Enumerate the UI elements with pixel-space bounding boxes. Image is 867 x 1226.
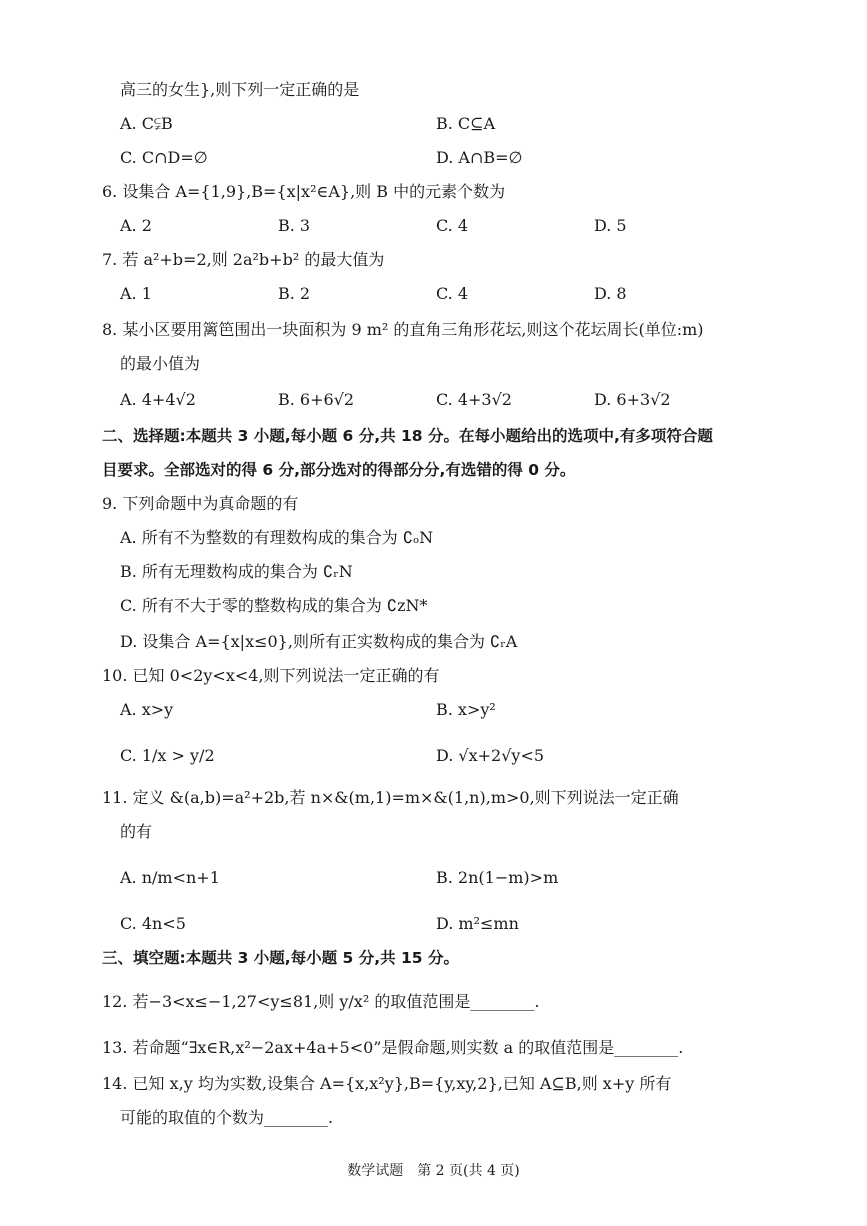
- text-line: D. m²≤mn: [436, 914, 519, 933]
- text-line: 二、选择题:本题共 3 小题,每小题 6 分,共 18 分。在每小题给出的选项中,有多项符合题: [102, 427, 713, 445]
- text-line: B. x>y²: [436, 700, 496, 719]
- text-line: A. C⫋B: [120, 114, 173, 133]
- text-line: A. 2: [120, 216, 152, 235]
- text-line: 9. 下列命题中为真命题的有: [102, 494, 299, 513]
- text-line: D. 设集合 A={x|x≤0},则所有正实数构成的集合为 ∁ᵣA: [120, 632, 518, 651]
- text-line: B. 2n(1−m)>m: [436, 868, 559, 887]
- text-line: 7. 若 a²+b=2,则 2a²b+b² 的最大值为: [102, 250, 385, 269]
- text-line: 12. 若−3<x≤−1,27<y≤81,则 y/x² 的取值范围是________.: [102, 992, 540, 1011]
- text-line: A. 所有不为整数的有理数构成的集合为 ∁ₒN: [120, 528, 434, 547]
- text-line: B. 2: [278, 284, 311, 303]
- text-line: C. C∩D=∅: [120, 148, 208, 167]
- text-line: A. x>y: [120, 700, 174, 719]
- text-line: 的有: [120, 822, 153, 841]
- text-line: C. 4: [436, 284, 469, 303]
- text-line: 14. 已知 x,y 均为实数,设集合 A={x,x²y},B={y,xy,2},已知 A⊆B,则 x+y 所有: [102, 1074, 672, 1093]
- text-line: C. 4n<5: [120, 914, 186, 933]
- text-line: A. 4+4√2: [120, 390, 196, 409]
- text-line: B. 所有无理数构成的集合为 ∁ᵣN: [120, 562, 353, 581]
- page-footer: 数学试题 第 2 页(共 4 页): [347, 1163, 520, 1179]
- text-line: B. 6+6√2: [278, 390, 355, 409]
- text-line: C. 所有不大于零的整数构成的集合为 ∁ᴢN*: [120, 596, 428, 615]
- text-line: 13. 若命题“∃x∈R,x²−2ax+4a+5<0”是假命题,则实数 a 的取值范围是________.: [102, 1038, 684, 1057]
- text-line: 目要求。全部选对的得 6 分,部分选对的得部分分,有选错的得 0 分。: [102, 461, 576, 479]
- text-line: B. C⊆A: [436, 114, 496, 133]
- text-line: D. √x+2√y<5: [436, 746, 545, 765]
- text-line: 8. 某小区要用篱笆围出一块面积为 9 m² 的直角三角形花坛,则这个花坛周长(单位:m): [102, 320, 704, 339]
- text-line: D. 8: [594, 284, 627, 303]
- text-line: D. A∩B=∅: [436, 148, 523, 167]
- text-line: 高三的女生},则下列一定正确的是: [120, 80, 360, 99]
- text-line: C. 4+3√2: [436, 390, 512, 409]
- text-line: A. n/m<n+1: [120, 868, 220, 887]
- text-line: 6. 设集合 A={1,9},B={x|x²∈A},则 B 中的元素个数为: [102, 182, 506, 201]
- text-line: 的最小值为: [120, 354, 201, 373]
- text-line: 11. 定义 &(a,b)=a²+2b,若 n×&(m,1)=m×&(1,n),m>0,则下列说法一定正确: [102, 788, 679, 807]
- text-line: C. 1/x > y/2: [120, 746, 215, 765]
- text-line: 10. 已知 0<2y<x<4,则下列说法一定正确的有: [102, 666, 440, 685]
- text-line: 可能的取值的个数为________.: [120, 1108, 334, 1127]
- text-line: 三、填空题:本题共 3 小题,每小题 5 分,共 15 分。: [102, 949, 459, 967]
- text-line: C. 4: [436, 216, 469, 235]
- text-line: D. 5: [594, 216, 627, 235]
- text-line: B. 3: [278, 216, 311, 235]
- text-line: D. 6+3√2: [594, 390, 671, 409]
- text-line: A. 1: [120, 284, 152, 303]
